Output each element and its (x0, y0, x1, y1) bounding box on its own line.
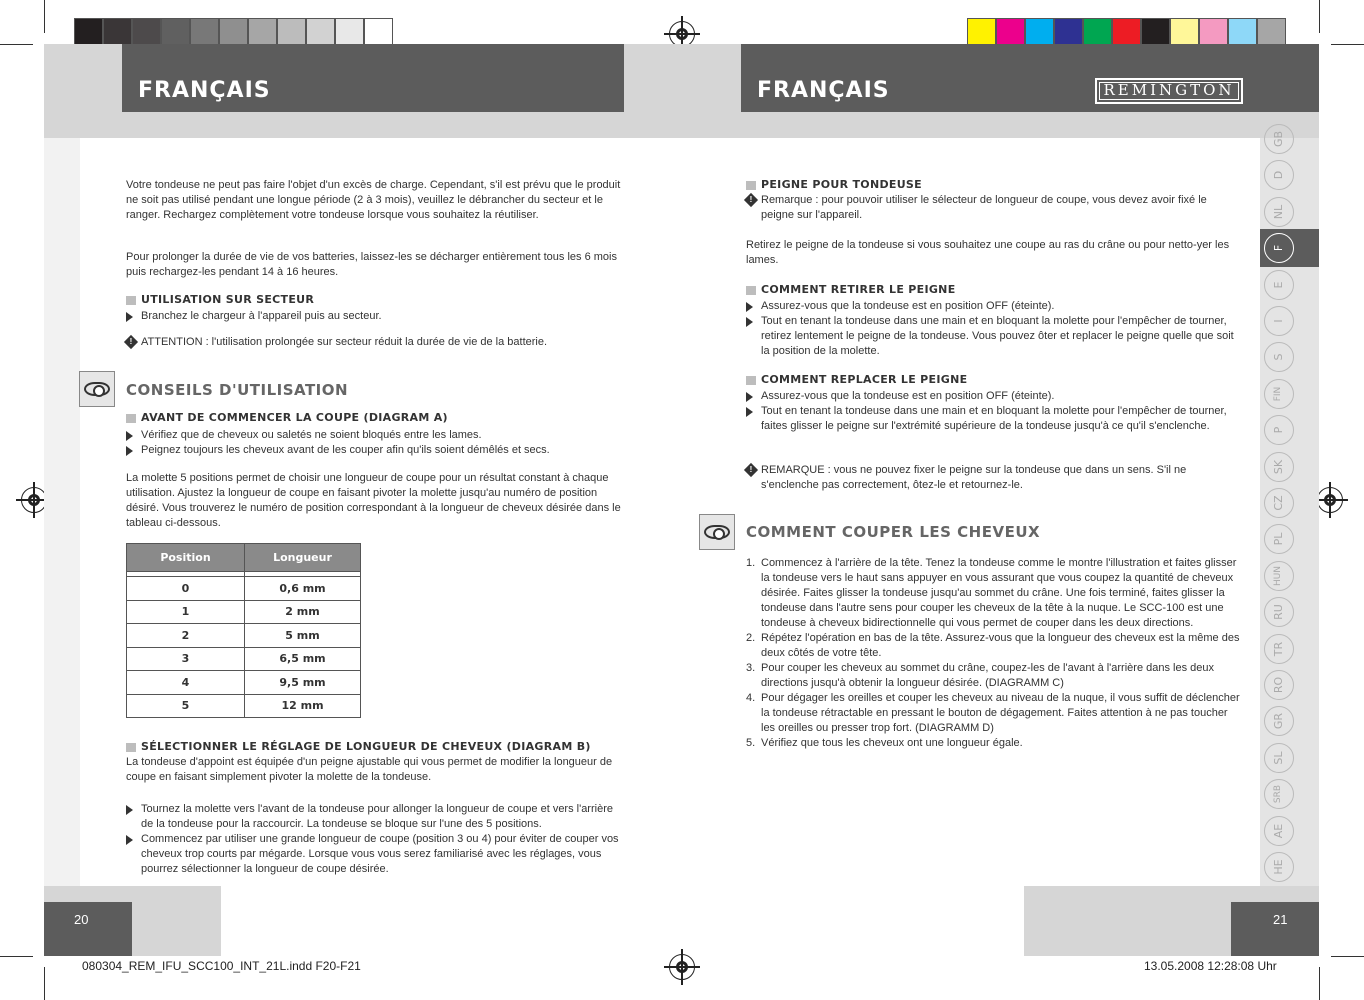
table-cell: 6,5 mm (245, 647, 361, 671)
step-number: 2. (746, 632, 756, 644)
tips-section-title: CONSEILS D'UTILISATION (126, 381, 349, 399)
language-tab-sk[interactable]: SK (1264, 452, 1294, 482)
registration-mark-icon (669, 954, 695, 980)
language-tab-tr[interactable]: TR (1264, 634, 1294, 664)
remington-logo: REMINGTON (1095, 78, 1243, 104)
warning-icon: ! (744, 463, 758, 477)
table-cell: 0 (127, 577, 245, 601)
table-row (127, 671, 361, 695)
step-number: 3. (746, 662, 756, 674)
left-margin-band (44, 138, 80, 886)
table-header-length: Longueur (245, 544, 361, 572)
table-row (127, 600, 361, 624)
cutting-steps-list (746, 556, 1244, 751)
warning-icon: ! (744, 193, 758, 207)
table-cell: 12 mm (245, 694, 361, 718)
select-bullet-2: Commencez par utiliser une grande longueur de coupe (position 3 ou 4) pour éviter de couper vos cheveux trop courts par mégarde. Lorsque vous vous serez familiarisé avec les réglages, vous pourrez sélectionner la longueur de coupe désirée. (126, 832, 624, 877)
before-bullet-1: Vérifiez que de cheveux ou saletés ne soient bloqués entre les lames. (126, 428, 624, 443)
language-tab-ro[interactable]: RO (1264, 670, 1294, 700)
table-row (127, 694, 361, 718)
battery-paragraph: Pour prolonger la durée de vie de vos batteries, laissez-les se décharger entièrement tous les 6 mois puis rechargez-les pendant 14 à 16 heures. (126, 251, 617, 278)
eye-icon-box (699, 514, 735, 550)
replace-warning-text: REMARQUE : vous ne pouvez fixer le peigne sur la tondeuse que dans un sens. S'il ne s'enclenche pas correctement, ôtez-le et retournez-le. (761, 464, 1187, 491)
registration-mark-icon (1317, 487, 1343, 513)
language-tab-ru[interactable]: RU (1264, 597, 1294, 627)
select-bullet-1: Tournez la molette vers l'avant de la tondeuse pour allonger la longueur de coupe et vers l'arrière de la tondeuse pour la raccourcir. La tondeuse se bloque sur l'une des 5 positions. (126, 802, 624, 832)
mains-warning-text: ATTENTION : l'utilisation prolongée sur secteur réduit la durée de vie de la batterie. (141, 336, 548, 348)
select-length-heading: SÉLECTIONNER LE RÉGLAGE DE LONGUEUR DE CHEVEUX (DIAGRAM B) (126, 740, 591, 753)
table-row (127, 647, 361, 671)
language-tab-e[interactable]: E (1264, 270, 1294, 300)
crop-mark (1331, 956, 1364, 957)
table-cell: 3 (127, 647, 245, 671)
before-cut-heading: AVANT DE COMMENCER LA COUPE (DIAGRAM A) (126, 411, 448, 424)
list-item (746, 736, 1244, 751)
language-tab-active[interactable] (1260, 229, 1319, 267)
comb-heading: PEIGNE POUR TONDEUSE (746, 178, 922, 191)
intro-paragraph: Votre tondeuse ne peut pas faire l'objet d'un excès de charge. Cependant, s'il est prévu que le produit ne soit pas utilisé pendant une longue période (2 à 3 mois), veuillez le débrancher du secteur et le ranger. Rechargez complètement votre tondeuse lorsque vous souhaitez la réutiliser. (126, 179, 621, 221)
comb-paragraph: Retirez le peigne de la tondeuse si vous souhaitez une coupe au ras du crâne ou pour netto-yer les lames. (746, 239, 1230, 266)
remove-comb-heading: COMMENT RETIRER LE PEIGNE (746, 283, 956, 296)
table-row (127, 577, 361, 601)
table-cell: 2 (127, 624, 245, 648)
left-page-number: 20 (44, 902, 132, 956)
comb-note (746, 193, 1238, 223)
table-cell: 0,6 mm (245, 577, 361, 601)
wheel-paragraph: La molette 5 positions permet de choisir une longueur de coupe pour un résultat constant à chaque utilisation. Ajustez la longueur de coupe en faisant pivoter la molette jusqu'au numéro de position désiré. Vous trouverez le numéro de position correspondant à la longueur de cheveux désirée dans le tableau ci-dessous. (126, 472, 621, 529)
step-number: 5. (746, 737, 756, 749)
warning-icon: ! (124, 335, 138, 349)
table-header-position: Position (127, 544, 245, 572)
print-timestamp: 13.05.2008 12:28:08 Uhr (1144, 959, 1277, 973)
language-tab-s[interactable]: S (1264, 342, 1294, 372)
language-tab-srb[interactable]: SRB (1264, 779, 1294, 809)
language-tab-ae[interactable]: AE (1264, 816, 1294, 846)
language-tab-nl[interactable]: NL (1264, 197, 1294, 227)
left-page-title: FRANÇAIS (122, 44, 624, 112)
crop-mark (1331, 44, 1364, 45)
step-text: Vérifiez que tous les cheveux ont une longueur égale. (761, 737, 1023, 749)
crop-mark (0, 956, 33, 957)
how-to-cut-section-title: COMMENT COUPER LES CHEVEUX (746, 523, 1041, 541)
eye-icon-box (79, 371, 115, 407)
table-cell: 5 mm (245, 624, 361, 648)
language-tab-pl[interactable]: PL (1264, 524, 1294, 554)
step-text: Répétez l'opération en bas de la tête. Assurez-vous que la longueur des cheveux est la même des deux côtés de votre tête. (761, 632, 1240, 659)
select-paragraph: La tondeuse d'appoint est équipée d'un peigne ajustable qui vous permet de modifier la longueur de coupe en faisant simplement pivoter la molette de la tondeuse. (126, 756, 613, 783)
language-tab-gb[interactable]: GB (1264, 124, 1294, 154)
file-info: 080304_REM_IFU_SCC100_INT_21L.indd F20-F21 (82, 959, 361, 973)
mains-heading: UTILISATION SUR SECTEUR (126, 293, 314, 306)
step-text: Commencez à l'arrière de la tête. Tenez la tondeuse comme le montre l'illustration et faites glisser la tondeuse vers le haut sans appuyer en vous assurant que vous coupez la quantité de cheveux désirée. Faites glisser la tondeuse jusqu'au sommet du crâne. Une fois terminé, faites glisser la tondeuse dans l'autre sens pour couper les cheveux de la tête à la nuque. Le SCC-100 est une tondeuse à cheveux bidirectionnelle qui vous permet de couper dans les deux directions. (761, 557, 1237, 629)
eye-icon (704, 525, 730, 539)
language-tab-label: F (1264, 233, 1294, 263)
language-tab-gr[interactable]: GR (1264, 706, 1294, 736)
crop-mark (0, 44, 33, 45)
comb-note-text: Remarque : pour pouvoir utiliser le sélecteur de longueur de coupe, vous devez avoir fixé le peigne sur l'appareil. (761, 194, 1207, 221)
table-cell: 5 (127, 694, 245, 718)
language-tab-p[interactable]: P (1264, 415, 1294, 445)
before-bullet-2: Peignez toujours les cheveux avant de les couper afin qu'ils soient démêlés et secs. (126, 443, 624, 458)
replace-bullet-1: Assurez-vous que la tondeuse est en position OFF (éteinte). (746, 389, 1238, 404)
table-cell: 2 mm (245, 600, 361, 624)
list-item (746, 556, 1244, 631)
step-text: Pour dégager les oreilles et couper les cheveux au niveau de la nuque, il vous suffit de déclencher la tondeuse rétractable en pressant le bouton de dégagement. Faites attention à ne pas toucher les oreilles ou presser trop fort. (DIAGRAMM D) (761, 692, 1240, 734)
language-tab-i[interactable]: I (1264, 306, 1294, 336)
table-cell: 4 (127, 671, 245, 695)
list-item (746, 691, 1244, 736)
right-page-number: 21 (1231, 902, 1319, 956)
step-number: 1. (746, 557, 756, 569)
language-tab-hun[interactable]: HUN (1264, 561, 1294, 591)
eye-icon (84, 382, 110, 396)
remove-bullet-1: Assurez-vous que la tondeuse est en position OFF (éteinte). (746, 299, 1244, 314)
language-tab-d[interactable]: D (1264, 160, 1294, 190)
right-page-title: FRANÇAIS (741, 44, 1319, 112)
table-cell: 9,5 mm (245, 671, 361, 695)
length-table (126, 543, 361, 718)
remove-bullet-2: Tout en tenant la tondeuse dans une main et en bloquant la molette pour l'empêcher de tourner, retirez lentement le peigne de la tondeuse. Vous pouvez ôter et replacer le peigne quelle que soit la position de la molette. (746, 314, 1244, 359)
language-tab-sl[interactable]: SL (1264, 743, 1294, 773)
crop-mark (44, 0, 45, 33)
replace-comb-heading: COMMENT REPLACER LE PEIGNE (746, 373, 967, 386)
step-number: 4. (746, 692, 756, 704)
list-item (746, 661, 1244, 691)
table-row (127, 624, 361, 648)
language-tab-fin[interactable]: FIN (1264, 379, 1294, 409)
mains-warning (126, 335, 624, 350)
replace-warning (746, 463, 1238, 493)
list-item (746, 631, 1244, 661)
crop-mark (1319, 0, 1320, 33)
mains-bullet: Branchez le chargeur à l'appareil puis au secteur. (126, 309, 624, 324)
step-text: Pour couper les cheveux au sommet du crâne, coupez-les de l'avant à l'arrière dans les deux directions jusqu'à obtenir la longueur désirée. (DIAGRAMM C) (761, 662, 1215, 689)
language-tab-cz[interactable]: CZ (1264, 488, 1294, 518)
table-cell: 1 (127, 600, 245, 624)
replace-bullet-2: Tout en tenant la tondeuse dans une main et en bloquant la molette pour l'empêcher de tourner, faites glisser le peigne sur l'extrémité supérieure de la tondeuse jusqu'à ce qu'il s'enclenche. (746, 404, 1238, 434)
language-tab-he[interactable]: HE (1264, 852, 1294, 882)
crop-mark (1319, 967, 1320, 1000)
crop-mark (44, 967, 45, 1000)
